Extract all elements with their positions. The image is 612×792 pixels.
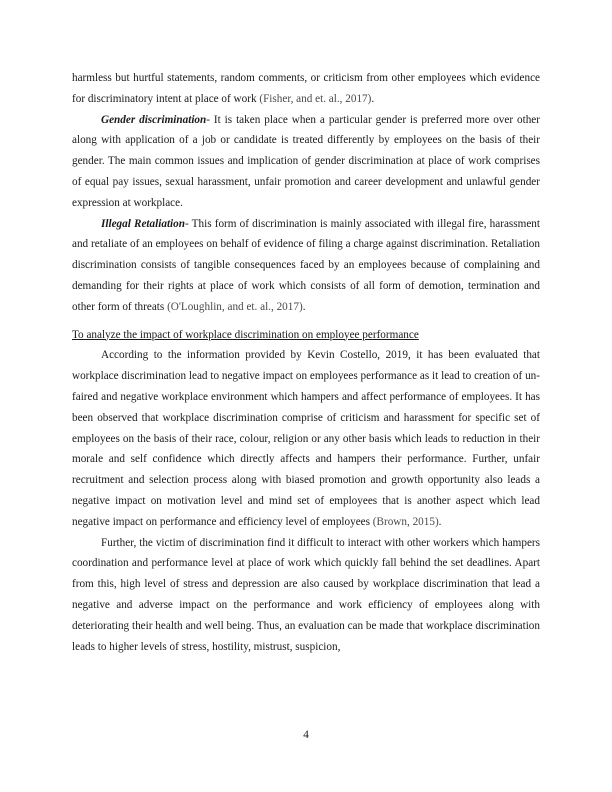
paragraph-text: According to the information provided by Kevin Costello, 2019, it has been evaluated that workplace discrimination lead to negative impact on employees performance as it lead to creation of un-faired and negative workplace environment which hampers and affect performance of employees. It has been observed that workplace discrimination comprise of criticism and harassment for specific set of employees on the basis of their race, colour, religion or any other basis which leads to reduction in their morale and self confidence which directly affects and hampers their performance. Further, unfair recruitment and selection process along with biased promotion and growth opportunity also leads a negative impact on motivation level and mind set of employees that is another aspect which lead negative impact on performance and efficiency level of employees [72,349,540,528]
paragraph-victim [72,533,540,658]
paragraph-continuation [72,68,540,110]
paragraph-text: Further, the victim of discrimination find it difficult to interact with other workers which hampers coordination and performance level at place of work which quickly fall behind the set deadlines. Apart from this, high level of stress and depression are also caused by workplace discrimination that lead a negative and adverse impact on the performance and work efficiency of employees along with deteriorating their health and well being. Thus, an evaluation can be made that workplace discrimination leads to higher levels of stress, hostility, mistrust, suspicion, [72,536,540,653]
paragraph-illegal-retaliation [72,214,540,318]
citation: (Brown, 2015) [372,515,439,528]
term-gender-discrimination: Gender discrimination [101,113,207,126]
term-illegal-retaliation: Illegal Retaliation [101,217,185,230]
sentence-end: . [371,92,375,105]
paragraph-text: - This form of discrimination is mainly associated with illegal fire, harassment and retaliate of an employees on behalf of evidence of filing a charge against discrimination. Retaliation discrimination consists of tangible consequences faced by an employees because of complaining and demanding for their rights at place of work which consists of all form of demotion, termination and other form of threats [72,217,540,313]
paragraph-costello [72,345,540,532]
citation: (O'Loughlin, and et. al., 2017) [167,300,303,313]
page-number: 4 [303,729,309,741]
sentence-end: . [302,300,306,313]
paragraph-gender-discrimination [72,110,540,214]
sentence-end: . [438,515,442,528]
paragraph-text: harmless but hurtful statements, random comments, or criticism from other employees which evidence for discriminatory intent at place of work [72,72,540,105]
document-body [72,68,540,657]
citation: (Fisher, and et. al., 2017) [259,92,372,105]
section-heading: To analyze the impact of workplace discrimination on employee performance [72,328,419,341]
paragraph-text: - It is taken place when a particular gender is preferred more over other along with application of a job or candidate is treated differently by employees on the basis of their gender. The main common issues and implication of gender discrimination at place of work comprises of equal pay issues, sexual harassment, unfair promotion and career development and unlawful gender expression at workplace. [72,113,540,209]
